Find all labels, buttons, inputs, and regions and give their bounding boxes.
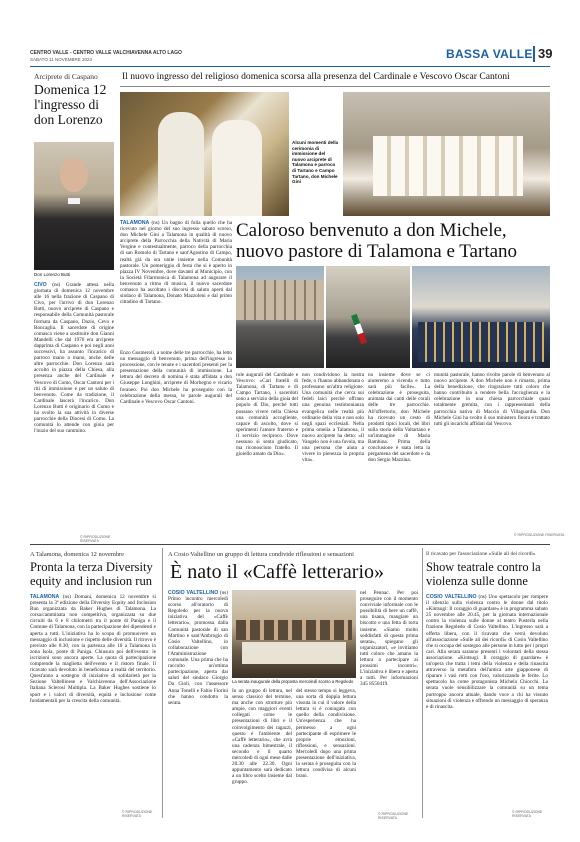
section-rule bbox=[30, 544, 550, 545]
portrait-face bbox=[60, 158, 88, 192]
diversity-title: Pronta la terza Diversity equity and inclusion run bbox=[30, 560, 153, 588]
banner bbox=[120, 70, 550, 92]
article-caspano bbox=[30, 70, 114, 543]
talamona-column-6 bbox=[434, 372, 550, 532]
authorities-photo bbox=[326, 266, 410, 368]
section-name: BASSA VALLE bbox=[446, 47, 533, 61]
show-body bbox=[426, 594, 548, 808]
portrait-photo bbox=[34, 142, 114, 270]
talamona-column-4 bbox=[302, 372, 364, 538]
altar-group bbox=[373, 136, 523, 196]
publication-name: CENTRO VALLE - CENTRO VALLE VALCHIAVENNA ALTO LAGO bbox=[30, 50, 182, 56]
talamona-text-1: (ns) Un bagno di folla quello che ha ricevuto nel giorno del suo ingresso sabato scorso, don Michele Gini a Talamona in qualità di nuovo arciprete della Parrocchia della Natività di Maria Vergine e contestualmente, parroco della parrocchia di san Romolo di Tartano e sant'Agostino di Campo, realtà già da ora unite insieme nella Comunità pastorale. Un pomeriggio di festa che si è aperto in piazza IV Novembre, dove davanti al Municipio, con la Società Filarmonica di Talamona ad augurare il benvenuto a ritmo di musica, il nuovo sacerdote comasco ha ascoltato i discorsi di saluto aperti dal sindaco di Talamona, Donato Mazzoleni e dal primo cittadino di Tartano. bbox=[120, 220, 232, 306]
caffe-lead: COSIO VALTELLINO bbox=[168, 590, 219, 596]
caffe-text-3: del stesso tempo si leggeva, una sorta di doppia lettura vissuta in cui il valore della lettura si è coniugato con quello della condivisione. Un'esperienza che ha permesso a ogni partecipante di esprimere le proprie emozioni, riflessioni, e sensazioni. Mercoledì dopo una prima presentazione dell'iniziativa, la serata è proseguita con la lettura condivisa di alcuni brani. bbox=[296, 688, 356, 780]
banner-rule bbox=[120, 86, 550, 87]
talamona-column-5 bbox=[368, 372, 430, 538]
talamona-column-3 bbox=[236, 372, 298, 538]
caffe-column-3 bbox=[296, 688, 356, 812]
article-body bbox=[34, 282, 114, 532]
talamona-text-6: munità pastorale, hanno rivolto parole di benvenuto al nuovo arciprete. A don Michele non è rimasto, prima della benedizione, che ringraziare tutti coloro che hanno contribuito a rendere bella l'accoglienza e la celebrazione in una chiesa parrocchiale quasi totalmente gremita, con i rappresentanti della parrocchia nativa di Maccio di Villaguardia. Don Michele Gini ha svolto il suo ministero finora e trattato tutti gli incarichi affidati dal Vescovo. bbox=[434, 372, 550, 427]
article-caffe-letterario bbox=[164, 548, 420, 818]
article-text: (ns) Grande attesa nella giornata di domenica 12 novembre alle 16 nella frazione di Caspano di Civo, per l'arrivo di don Lorenzo Butti, nuovo arciprete di Caspano e responsabile della Comunità pastorale formata da Caspano, Dazio, Cevo e Roncaglia. Il sacerdote di origine comasca viene a sostituire don Gianni Mandelli che dal 1976 era arciprete dapprima di Caspano e poi negli anni successivi, ha assunto l'incarico di parroco mano a mano, anche delle altre parrocchie. Don Lorenzo sarà accolto in piazza della Chiesa, alla presenza anche del Cardinale e Vescovo di Como, Oscar Cantoni per i riti di immissione e per un saluto di benvenuto. Come da tradizione, il Cardinale lascerà l'incarico. Don Lorenzo Butti è originario di Como e ha svolto la sua attività in diverse parrocchie della Diocesi di Como. La comunità lo attende con gioia per l'inizio del suo cammino. bbox=[34, 282, 114, 435]
article-kicker: Arciprete di Caspano bbox=[34, 72, 98, 81]
caffe-text-4: nel Pennac. Per poi proseguire con il momento conviviale informale con le possibilità di bere un caffè, una tisana, mangiare un biscotto e una fetta di torta insieme. «Siamo molto soddisfatti di questa prima serata», spiegano gli organizzatori, «e invitiamo tutti coloro che amano la lettura a partecipare ai prossimi incontri». L'iniziativa è libera e aperta a tutti. Per informazioni 345 8550419. bbox=[360, 590, 418, 688]
show-title: Show teatrale contro la violenza sulle donne bbox=[426, 560, 541, 588]
page-number: 39 bbox=[538, 46, 553, 61]
page-divider bbox=[533, 46, 535, 62]
show-lead: COSIO VALTELLINO bbox=[426, 594, 477, 600]
article-show-teatrale bbox=[424, 548, 550, 818]
talamona-text-5: no insieme dove se ci aiuteremo a vicenda e tutto sarà più facile». La celebrazione è proseguita, animata dai canti delle corali delle tre parrocchie. All'offertorio, don Michele ha ricevuto un cesto di prodotti tipici locali, dei libri sulla storia della Valtartano e un'immagine di Maria Bambina. Prima della conclusione è stata letta la pergamena del sacerdote e da don Sergio Mazzina. bbox=[368, 372, 430, 464]
building bbox=[236, 280, 324, 320]
caffe-photo bbox=[232, 590, 356, 678]
caffe-copyright: © RIPRODUZIONE RISERVATA bbox=[378, 812, 409, 820]
talamona-text-3: role augurali del Cardinale e Vescovo: «Cari fratelli di Talamona, di Tartano e di Campo Tartano, i sacerdoti sono a servizio della gioia del popolo di Dio, perché tutti possano vivere nella Chiesa una comunità accogliente, capace di ascolto, dove si sperimenti l'amore fraterno e il servizio reciproco. Dove nessuno si senta giudicato, ma riconosciuto fratello. Il gioiello amato da Dio». bbox=[236, 372, 298, 458]
diversity-copyright: © RIPRODUZIONE RISERVATA bbox=[122, 810, 153, 818]
band-members bbox=[418, 322, 544, 362]
caffe-photo-caption: La serata inaugurale della proposta mercoledì scorso a Regoledo bbox=[232, 679, 354, 684]
caffe-column-2 bbox=[232, 688, 292, 812]
talamona-text-2: Enzo Gusmeroli, a nome delle tre parrocchie, ha letto un messaggio di benvenuto, prima dell'ingresso in processione, con le tenute e i sacerdoti presenti per la presentazione della comunità di immissione. La lettura del decreto di nomina è stata affidata a don Giuseppe Longhini, arciprete di Morbegno e vicario foraneo. Poi don Michele ha proseguito con la celebrazione della messa, le parole augurali del Cardinale e Vescovo Oscar Cantoni. bbox=[120, 350, 232, 405]
band-photo bbox=[412, 266, 550, 368]
talamona-lead: TALAMONA bbox=[120, 220, 150, 226]
caffe-text-2: In un gruppo di lettura, nel senso classico del termine, ma anche con strutture più ampie, con maggiori eventi collegati come le presentazioni di libri e il coinvolgimento dei ragazzi, questo è l'ambiente del «Caffè letterario», che avrà una cadenza bimestrale, il secondo e il quarto mercoledì di ogni mese dalle 20.30 alle 22.30. Ogni appuntamento sarà dedicato a un libro scelto insieme dal gruppo. bbox=[232, 688, 292, 786]
caffe-kicker: A Cosio Valtellino un gruppo di lettura condivide riflessioni e sensazioni bbox=[168, 551, 354, 558]
masthead bbox=[30, 46, 553, 64]
copyright: © RIPRODUZIONE RISERVATA bbox=[80, 535, 111, 543]
diversity-lead: TALAMONA bbox=[30, 594, 60, 600]
show-kicker: Il ricavato per l'associazione «Sulle ali dei ricordi» bbox=[426, 551, 536, 557]
talamona-text-4: non condividono la nostra fede, o l'hanno abbandonata o professano un'altra religione. Una comunità che cerca sui fedeli laici perché offrano una genuina testimonianza evangelica nelle realtà più ordinarie della vita e non solo negli spazi ecclesiali. Nella prima omelia a Talamona, il nuovo arciprete ha detto: «Il Vangelo non è una favola, ma una persona che aiuta a vivere in pienezza la propria vita». bbox=[302, 372, 364, 464]
ceremony-photo-caption: Alcuni momenti della cerimonia di immissione del nuovo arciprete di Talamona e parroco di Tartano e Campo Tartano, don Michele Gini bbox=[292, 140, 339, 185]
article-title: Domenica 12 l'ingresso di don Lorenzo bbox=[34, 82, 107, 127]
caffe-column-4 bbox=[360, 590, 418, 810]
article-lead: CIVO bbox=[34, 282, 47, 288]
publication-date: SABATO 11 NOVEMBRE 2023 bbox=[30, 57, 93, 62]
ceremony-photo-right bbox=[343, 92, 550, 216]
show-text: (ns) Uno spettacolo per rompere il silenzio sulla violenza contro le donne dal titolo «Kintsugi: Il coraggio di guardare» è in programma sabato 25 novembre alle 20.45, per la giornata internazionale contro la violenza sulle donne al teatro Pusterla nella frazione Regoledo di Cosio Valtellino. L'ingresso sarà a offerta libera, con il ricavato che verrà devoluto all'associazione «Sulle ali dei ricordi» di Cosio Valtellino che si occupa del sostegno alle persone in lutto per i propri cari. Alla serata saranno presenti i volontari della stessa associazione. «Kintsugi. Il coraggio di guardare» è un'opera che tratta i temi della violenza e della rinascita attraverso la metafora dell'antica arte giapponese di riparare i vasi rotti con l'oro, valorizzando le ferite. Lo spettacolo ha come protagonista Michela Chiocchi. La serata vuole sensibilizzare la comunità su un tema purtroppo ancora attuale, dando voce a chi ha vissuto situazioni di violenza e offrendo un messaggio di speranza e di rinascita. bbox=[426, 594, 548, 710]
banner-title: Il nuovo ingresso del religioso domenica scorsa alla presenza del Cardinale e Vescovo Oscar Cantoni bbox=[122, 71, 510, 82]
caffe-table bbox=[242, 642, 346, 664]
show-copyright: © RIPRODUZIONE RISERVATA bbox=[512, 810, 543, 818]
talamona-copyright: © RIPRODUZIONE RISERVATA bbox=[514, 533, 565, 537]
diversity-body bbox=[30, 594, 156, 808]
caffe-text-1: (ns) Primo incontro mercoledì scorso all'oratorio di Regoledo per la nuova iniziativa del «Caffè letterario», promossa dalla Comunità pastorale di san Martino e sant'Ambrogio di Cosio Valtellino, in collaborazione con l'Amministrazione comunale. Una prima che ha raccolto un'ottima partecipazione, aperta dai saluti del sindaco Giorgio Da Gioli, con l'assessore Anna Tonelli e Fabio Fiorini che hanno condotto la serata. bbox=[168, 590, 228, 706]
caffe-audience bbox=[236, 620, 352, 640]
diversity-text: (ns) Domani, domenica 12 novembre si presenta la 3ª edizione della Diversity Equity and Inclusion Run organizzata da Baker Hughes di Talamona. La corsa/camminata non competitiva, organizzata su due circuiti da 6 e 8 chilometri tra il ponte di Paniga e il Comune di Talamona, con la partecipazione dei dipendenti e aperta a tutti. L'iniziativa ha lo scopo di promuovere un messaggio di inclusione e rispetto delle diversità. Il ritrovo è previsto alle 8.30, con la partenza alle 10 a Talamona in zona Isola, ponte di Paniga. Chiusura poi dell'evento: le iscrizioni sono ancora aperte. La quota di partecipazione comprende la maglietta dell'evento e il ristoro finale. Il ricavato sarà devoluto in beneficenza a realtà del territorio. Quest'anno a sostegno di iniziative di solidarietà per la Sezione Valtellinese e Valchiavenna dell'Associazione Italiana Sclerosi Multipla. La Baker Hughes sostiene lo sport e i valori di diversità, equità e inclusione come fondamentali per la crescita della comunità. bbox=[30, 594, 156, 704]
caffe-title: È nato il «Caffè letterario» bbox=[170, 561, 384, 583]
tricolor-sash bbox=[351, 314, 367, 344]
priest-figure bbox=[212, 120, 262, 216]
article-talamona-title: Caloroso benvenuto a don Michele, nuovo pastore di Talamona e Tartano bbox=[236, 220, 518, 262]
header-rule bbox=[30, 66, 550, 67]
column-divider-2 bbox=[422, 548, 423, 818]
talamona-column-1 bbox=[120, 220, 232, 348]
portrait-collar bbox=[68, 198, 80, 204]
cardinal-figure bbox=[158, 112, 204, 216]
column-divider-1 bbox=[162, 548, 163, 818]
article-diversity-run bbox=[30, 548, 160, 818]
ceremony-photo-main bbox=[120, 92, 289, 216]
talamona-column-2 bbox=[120, 350, 232, 538]
diversity-kicker: A Talamona, domenica 12 novembre bbox=[30, 551, 125, 558]
photo-caption: Don Lorenzo Butti bbox=[34, 272, 71, 277]
caffe-column-1 bbox=[168, 590, 228, 812]
piazza-photo bbox=[236, 266, 324, 368]
